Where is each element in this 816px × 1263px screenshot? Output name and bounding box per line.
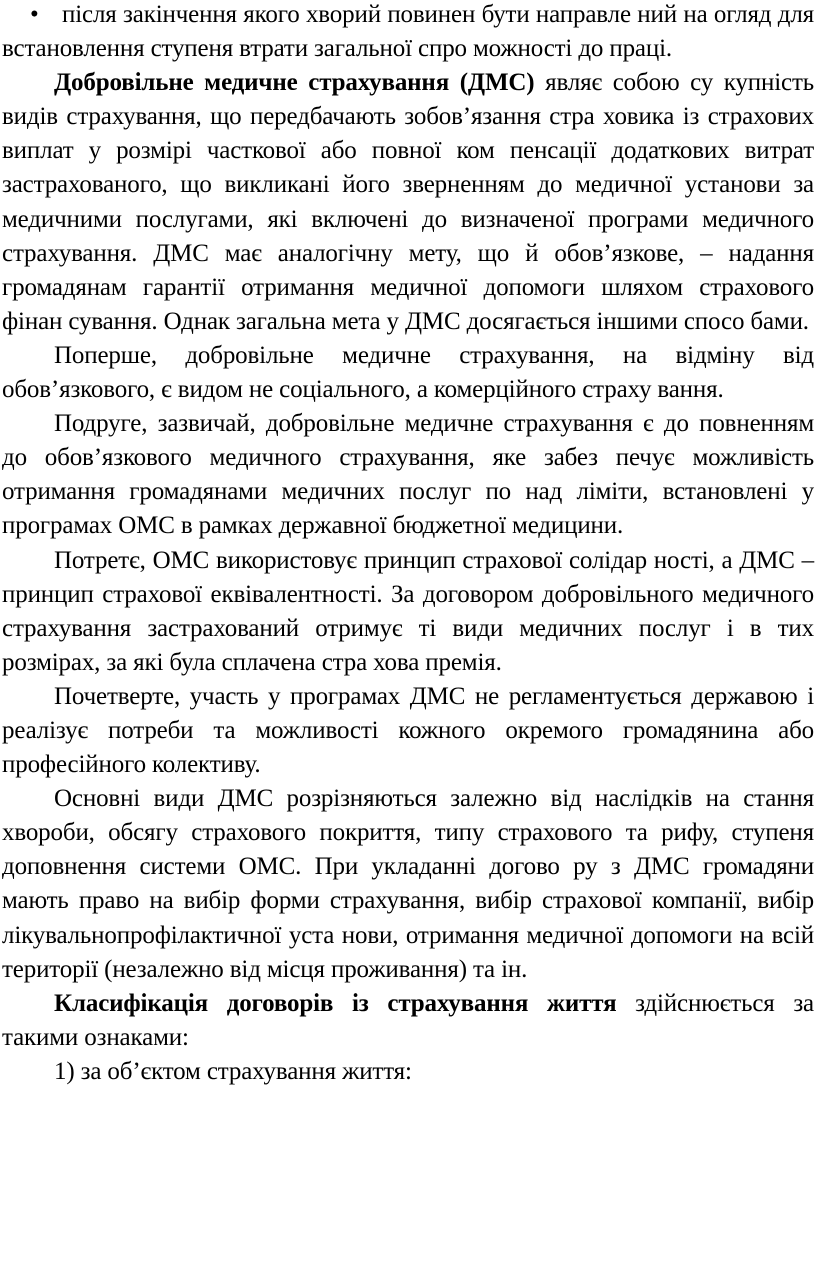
paragraph-first: Поперше, добровільне медичне страхування, на відміну від обов’язкового, є видом не соціального, а комерційного страху вання. <box>2 341 814 404</box>
paragraph-types: Основні види ДМС розрізняються залежно від наслідків на стання хвороби, обсягу страхового покриття, типу страхового та рифу, ступеня доповнення системи ОМС. При укладанні догово ру з ДМС громадяни мають право на вибір форми страхування, вибір страхової компанії, вибір лікувальнопрофілактичної уста нови, отримання медичної допомоги на всій території (незалежно від місця проживання) та ін. <box>2 785 814 983</box>
paragraph-third: Потретє, ОМС використовує принцип страхової солідар ності, а ДМС – принцип страхової еквівалентності. За договором добровільного медичного страхування застрахований отримує ті види медичних послуг і в тих розмірах, за які була сплачена стра хова премія. <box>2 546 814 676</box>
paragraph-fourth: Почетверте, участь у програмах ДМС не регламентується державою і реалізує потреби та можливості кожного окремого громадянина або професійного колективу. <box>2 682 814 779</box>
dms-definition-paragraph <box>2 66 814 339</box>
classification-text: здійснюється за такими ознаками: <box>2 989 814 1051</box>
classification-paragraph <box>2 987 814 1055</box>
bullet-list-item <box>2 0 814 66</box>
bullet-text: після закінчення якого хворий повинен бути направле ний на огляд для встановлення ступеня втрати загальної спро можності до праці. <box>2 1 814 63</box>
dms-term: Добровільне медичне страхування (ДМС) <box>54 69 535 97</box>
list-item-1: 1) за об’єктом страхування життя: <box>54 1057 412 1085</box>
bullet-marker: • <box>30 1 39 28</box>
classification-term: Класифікація договорів із страхування життя <box>54 989 617 1017</box>
dms-definition-text: являє собою су купність видів страхування, що передбачають зобов’язання стра ховика із страхових виплат у розмірі часткової або повної ком пенсації додаткових витрат застрахованого, що викликані його зверненням до медичної установи за медичними послугами, які включені до визначеної програми медичного страхування. ДМС має аналогічну мету, що й обов’язкове, – надання громадянам гарантії отримання медичної допомоги шляхом страхового фінан сування. Однак загальна мета у ДМС досягається іншими спосо бами. <box>2 69 814 335</box>
paragraph-second: Подруге, зазвичай, добровільне медичне страхування є до повненням до обов’язкового медичного страхування, яке забез печує можливість отримання громадянами медичних послуг по над ліміти, встановлені у програмах ОМС в рамках державної бюджетної медицини. <box>2 410 814 540</box>
